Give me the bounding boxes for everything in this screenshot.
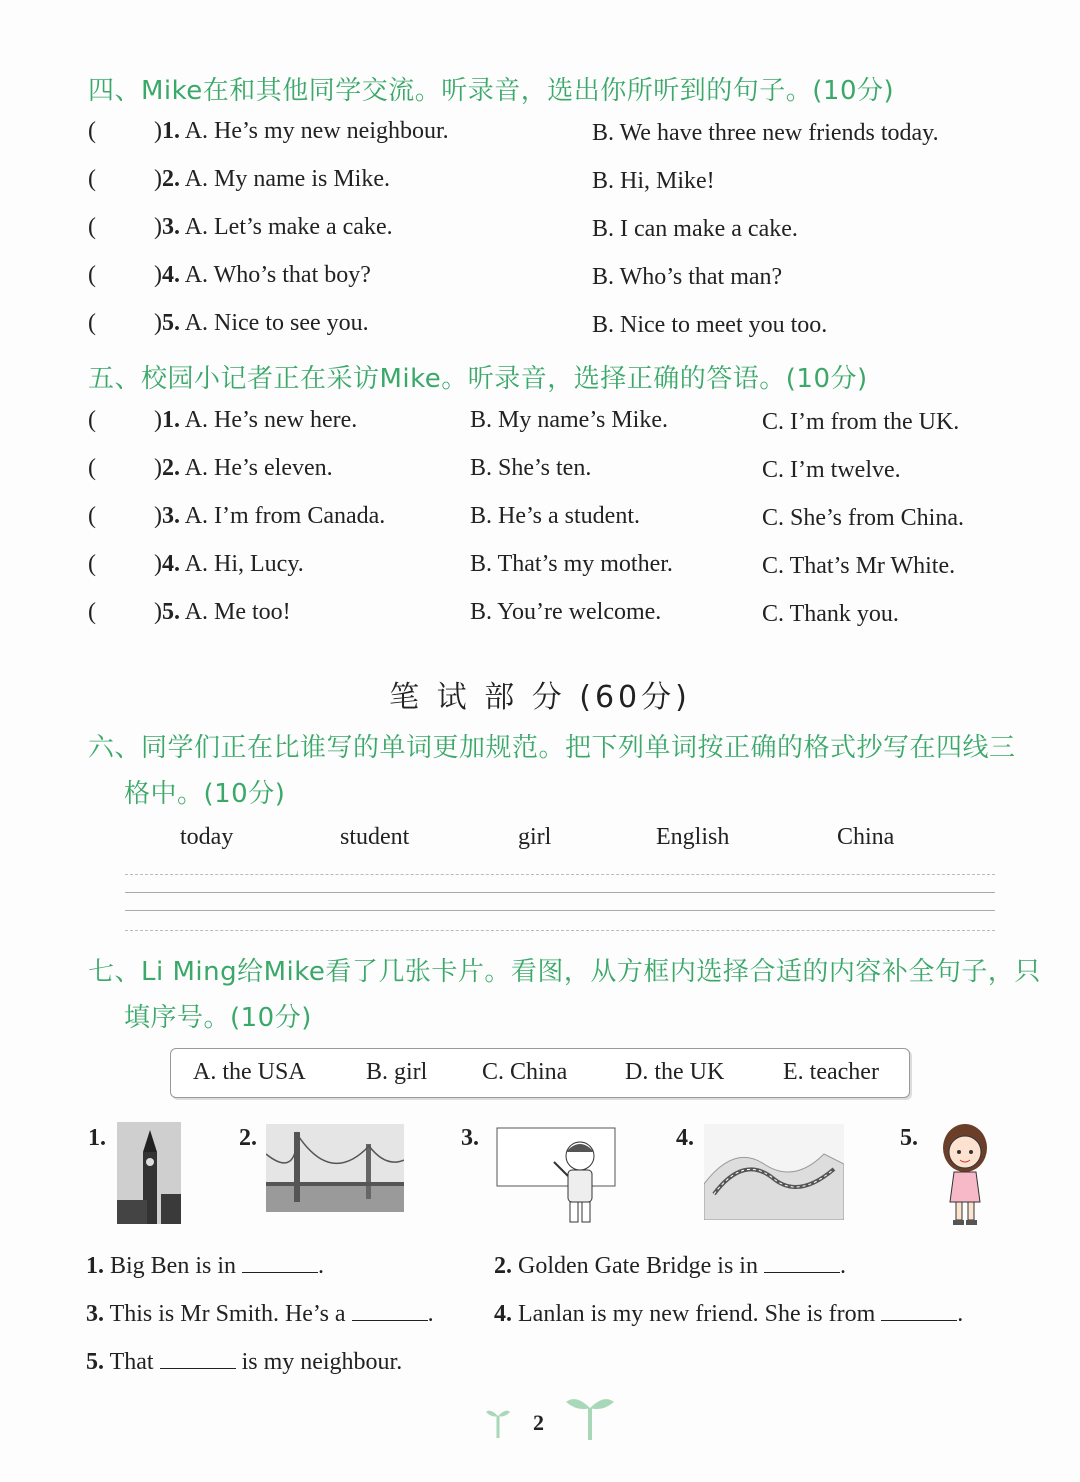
option-a: A. I’m from Canada.: [184, 503, 386, 529]
option-b: B. She’s ten.: [470, 455, 592, 481]
question-number: 4.: [162, 551, 180, 577]
option-b: B. That’s my mother.: [470, 551, 673, 577]
answer-paren-open[interactable]: (: [88, 214, 96, 240]
great-wall-picture: [704, 1124, 844, 1220]
fill-sentence-3: 3. This is Mr Smith. He’s a .: [86, 1298, 434, 1328]
option-a: A. Nice to see you.: [184, 310, 369, 336]
answer-paren-open[interactable]: (: [88, 551, 96, 577]
question-row: [154, 503, 385, 530]
picture-number: 5.: [900, 1125, 918, 1151]
option-b: B. Hi, Mike!: [592, 168, 715, 194]
fill-sentence-1: 1. Big Ben is in .: [86, 1250, 324, 1280]
question-number: 3.: [162, 214, 180, 240]
copy-word: girl: [518, 824, 552, 850]
answer-paren-open[interactable]: (: [88, 118, 96, 144]
answer-blank[interactable]: [160, 1346, 236, 1369]
picture-number: 4.: [676, 1125, 694, 1151]
question-row: [154, 310, 369, 337]
answer-paren-close: ): [154, 262, 162, 288]
option-b: B. Who’s that man?: [592, 264, 783, 290]
answer-blank[interactable]: [352, 1298, 428, 1321]
word-option: E. teacher: [783, 1059, 879, 1085]
option-a: A. He’s new here.: [184, 407, 358, 433]
page-number: 2: [533, 1410, 544, 1435]
section6-heading-line2: 格中。(10分): [124, 779, 286, 809]
section4-heading: 四、Mike在和其他同学交流。听录音，选出你所听到的句子。(10分): [88, 76, 895, 106]
question-row: [154, 118, 449, 145]
fill-sentence-5: 5. That is my neighbour.: [86, 1346, 402, 1376]
copy-word: today: [180, 824, 234, 850]
section7-heading-line2: 填序号。(10分): [124, 1003, 312, 1033]
option-b: B. Nice to meet you too.: [592, 312, 828, 338]
word-option: C. China: [482, 1059, 568, 1085]
word-option: A. the USA: [193, 1059, 306, 1085]
answer-paren-open[interactable]: (: [88, 503, 96, 529]
option-c: C. She’s from China.: [762, 505, 964, 531]
question-row: [154, 599, 291, 626]
option-b: B. I can make a cake.: [592, 216, 798, 242]
sprout-left-icon: [486, 1404, 510, 1438]
option-a: A. Me too!: [184, 599, 291, 625]
question-number: 3.: [162, 503, 180, 529]
question-row: [154, 262, 371, 289]
option-a: A. He’s my new neighbour.: [184, 118, 449, 144]
section6-heading-line1: 六、同学们正在比谁写的单词更加规范。把下列单词按正确的格式抄写在四线三: [88, 733, 1016, 763]
big-ben-picture: [117, 1122, 181, 1224]
question-row: [154, 455, 333, 482]
section5-heading: 五、校园小记者正在采访Mike。听录音，选择正确的答语。(10分): [88, 364, 868, 394]
option-a: A. Let’s make a cake.: [184, 214, 393, 240]
sprout-right-icon: [566, 1394, 614, 1440]
option-a: A. My name is Mike.: [184, 166, 390, 192]
question-row: [154, 407, 357, 434]
section7-heading-line1: 七、Li Ming给Mike看了几张卡片。看图，从方框内选择合适的内容补全句子，只: [88, 957, 1041, 987]
golden-gate-bridge-picture: [266, 1124, 404, 1212]
written-part-title: 笔 试 部 分 (60分): [389, 680, 691, 715]
fill-sentence-2: 2. Golden Gate Bridge is in .: [494, 1250, 846, 1280]
answer-paren-open[interactable]: (: [88, 262, 96, 288]
teacher-picture: [496, 1126, 616, 1226]
answer-paren-close: ): [154, 455, 162, 481]
answer-paren-close: ): [154, 407, 162, 433]
question-number: 1.: [162, 407, 180, 433]
option-b: B. He’s a student.: [470, 503, 640, 529]
answer-paren-close: ): [154, 503, 162, 529]
option-c: C. I’m twelve.: [762, 457, 901, 483]
answer-paren-open[interactable]: (: [88, 407, 96, 433]
answer-paren-close: ): [154, 214, 162, 240]
question-row: [154, 551, 304, 578]
question-row: [154, 166, 390, 193]
picture-number: 3.: [461, 1125, 479, 1151]
girl-picture: [936, 1122, 994, 1228]
answer-paren-close: ): [154, 166, 162, 192]
option-a: A. He’s eleven.: [184, 455, 333, 481]
word-option: D. the UK: [625, 1059, 725, 1085]
answer-blank[interactable]: [881, 1298, 957, 1321]
answer-paren-close: ): [154, 551, 162, 577]
answer-blank[interactable]: [764, 1250, 840, 1273]
word-option: B. girl: [366, 1059, 428, 1085]
picture-number: 2.: [239, 1125, 257, 1151]
option-b: B. We have three new friends today.: [592, 120, 939, 146]
question-number: 2.: [162, 166, 180, 192]
option-c: C. That’s Mr White.: [762, 553, 956, 579]
answer-paren-open[interactable]: (: [88, 166, 96, 192]
question-number: 2.: [162, 455, 180, 481]
fill-sentence-4: 4. Lanlan is my new friend. She is from .: [494, 1298, 963, 1328]
answer-paren-close: ): [154, 310, 162, 336]
option-c: C. I’m from the UK.: [762, 409, 960, 435]
copy-word: English: [656, 824, 730, 850]
question-number: 5.: [162, 599, 180, 625]
picture-number: 1.: [88, 1125, 106, 1151]
option-c: C. Thank you.: [762, 601, 899, 627]
question-row: [154, 214, 393, 241]
question-number: 1.: [162, 118, 180, 144]
copy-word: China: [837, 824, 895, 850]
copy-word: student: [340, 824, 410, 850]
question-number: 4.: [162, 262, 180, 288]
option-b: B. My name’s Mike.: [470, 407, 668, 433]
answer-paren-open[interactable]: (: [88, 455, 96, 481]
answer-paren-close: ): [154, 118, 162, 144]
question-number: 5.: [162, 310, 180, 336]
option-a: A. Hi, Lucy.: [184, 551, 304, 577]
word-bank-box: [170, 1048, 910, 1098]
option-b: B. You’re welcome.: [470, 599, 662, 625]
answer-paren-open[interactable]: (: [88, 310, 96, 336]
answer-paren-open[interactable]: (: [88, 599, 96, 625]
option-a: A. Who’s that boy?: [184, 262, 371, 288]
answer-blank[interactable]: [242, 1250, 318, 1273]
answer-paren-close: ): [154, 599, 162, 625]
